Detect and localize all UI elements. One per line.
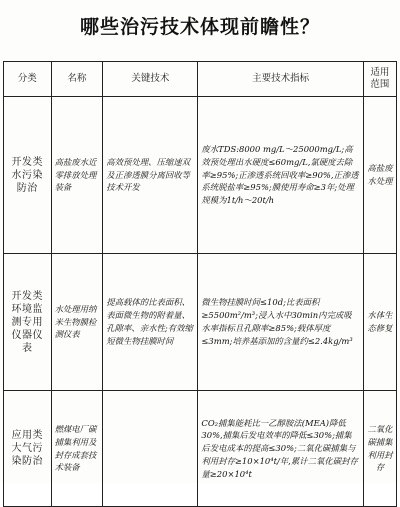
table-row (4, 254, 397, 391)
row-scope: 二氧化碳捕集利用封存 (363, 391, 396, 507)
row-category: 开发类环境监测专用仪器仪表 (4, 254, 52, 391)
table-row (4, 391, 397, 507)
row-scope: 水体生态修复 (363, 254, 396, 391)
row-indicators: 微生物挂膜时间≤10d;比表面积≥5500m²/m³;浸入水中30min内完成吸水率指标且孔隙率≥85%;载体厚度≤3mm;培养基添加的含量约≤2.4kg/m³ (198, 254, 363, 391)
header-name: 名称 (51, 62, 103, 97)
table-row (4, 97, 397, 254)
row-indicators: 废水TDS:8000 mg/L～25000mg/L;高效预处理出水硬度≤60mg/L,氯硬度去除率≥95%;正渗透系统回收率≥90%,正渗透系统脱盐率≥95%;膜使用寿命≥3年;处理规模为1t/h～20t/h (198, 97, 363, 254)
header-scope: 适用范围 (363, 62, 396, 97)
technology-table (3, 61, 397, 507)
page-title: 哪些治污技术体现前瞻性？ (79, 16, 320, 38)
header-key-tech: 关键技术 (103, 62, 198, 97)
table-header-row (4, 62, 397, 97)
row-name: 燃煤电厂碳捕集利用及封存成套技术装备 (51, 391, 103, 507)
row-category: 应用类大气污染防治 (4, 391, 52, 507)
row-key-tech: 提高载体的比表面积、表面微生物的附着量、孔隙率、亲水性;有效缩短微生物挂膜时间 (103, 254, 198, 391)
row-category: 开发类水污染防治 (4, 97, 52, 254)
row-key-tech: 高效预处理、压缩速双及正渗透膜分离回收等技术开发 (103, 97, 198, 254)
row-name: 高盐废水近零排放处理装备 (51, 97, 103, 254)
row-scope: 高盐废水处理 (363, 97, 396, 254)
header-category: 分类 (4, 62, 52, 97)
row-name: 水处理用纳米生物膜检测仪表 (51, 254, 103, 391)
header-indicators: 主要技术指标 (198, 62, 363, 97)
row-key-tech (103, 391, 198, 507)
row-indicators: CO₂捕集能耗比一乙醇胺法(MEA)降低30%,捕集后发电效率的降低≤30%;捕集后发电成本的提高≤30%;二氧化碳捕集与利用封存≥10×10⁴t/年,累计二氧化碳封存量≥20×10⁴t (198, 391, 363, 507)
